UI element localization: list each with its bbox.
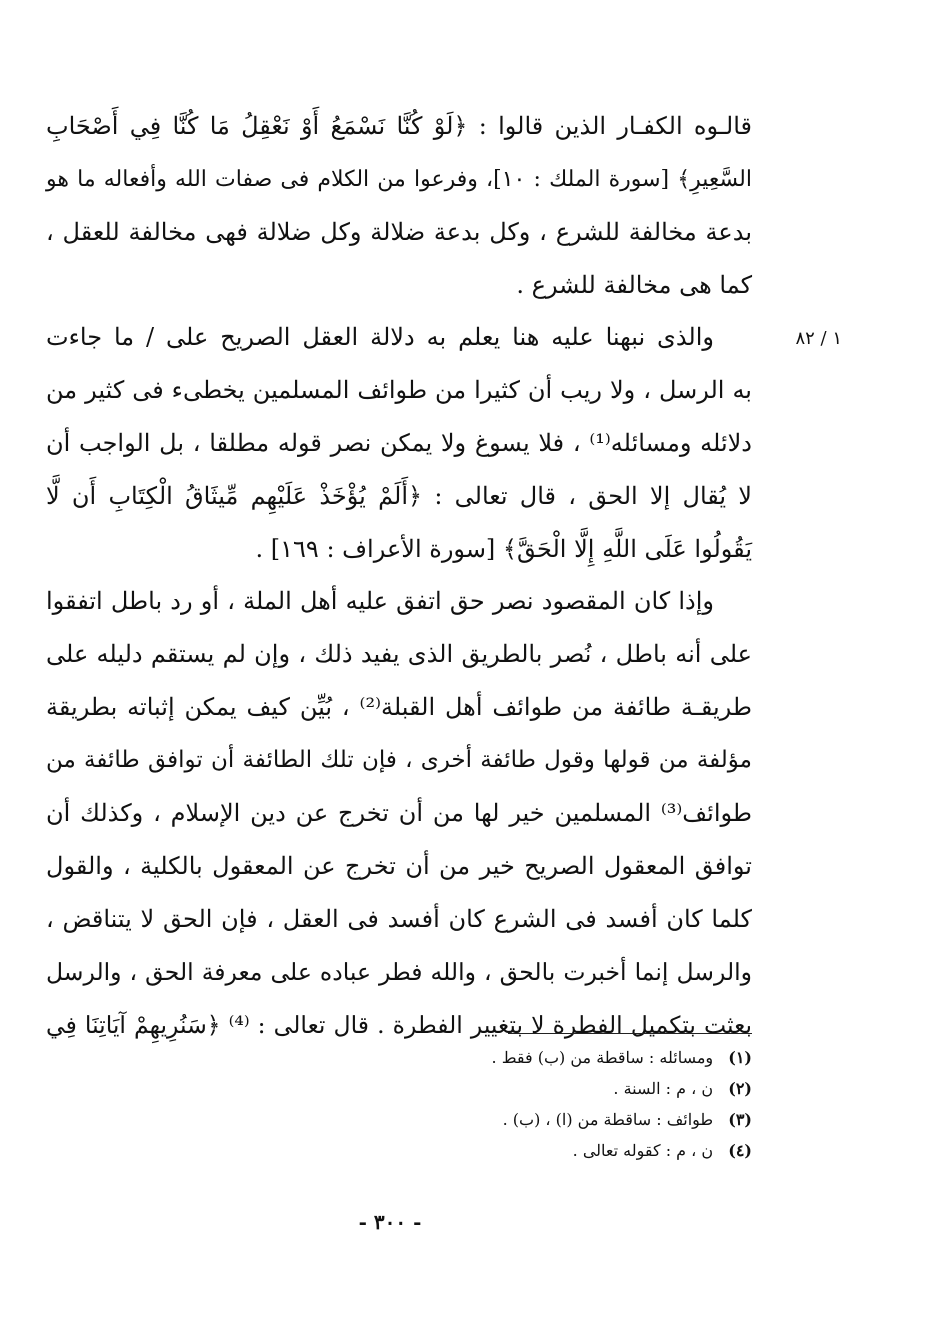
text-line: طوائف⁽³⁾ المسلمين خير لها من أن تخرج عن دين الإسلام ، وكذلك أن [46,799,752,827]
footnote-item [300,1135,752,1166]
footnote-number: (٣) [728,1110,752,1129]
footnote-text: ن ، م : كقوله تعالى . [572,1141,714,1160]
text-line: توافق المعقول الصريح خير من أن تخرج عن المعقول بالكلية ، والقول [46,852,752,880]
text-line: مؤلفة من قولها وقول طائفة أخرى ، فإن تلك الطائفة أن توافق طائفة من [46,747,752,773]
footnote-number: (٤) [728,1141,752,1160]
text-line: والرسل إنما أخبرت بالحق ، والله فطر عباده على معرفة الحق ، والرسل [46,958,752,986]
footnote-item [300,1073,752,1104]
text-line: طريقـة طائفة من طوائف أهل القبلة⁽²⁾ ، بُيِّن كيف يمكن إثباته بطريقة [46,693,752,721]
footnote-item [300,1104,752,1135]
paragraph-3 [46,575,752,1052]
paragraph-2 [46,311,752,576]
footnote-number: (٢) [728,1079,752,1098]
footnote-text: ن ، م : السنة . [613,1079,714,1098]
footnote-text: ومسائله : ساقطة من (ب) فقط . [491,1048,714,1067]
text-line: السَّعِيرِ﴾ [سورة الملك : ١٠]، وفرعوا من الكلام فى صفات الله وأفعاله ما هو [46,167,752,192]
text-line: بدعة مخالفة للشرع ، وكل بدعة ضلالة وكل ضلالة فهى مخالفة للعقل ، [46,218,752,246]
text-line: والذى نبهنا عليه هنا يعلم به دلالة العقل الصريح على / ما جاءت [46,323,714,351]
footnote-text: طوائف : ساقطة من (ا) ، (ب) . [502,1110,714,1129]
page-number: - ٣٠٠ - [358,1210,422,1234]
text-line: دلائله ومسائله⁽¹⁾ ، فلا يسوغ ولا يمكن نصر قوله مطلقا ، بل الواجب أن [46,429,752,457]
footnote-item [300,1042,752,1073]
text-line: على أنه باطل ، نُصر بالطريق الذى يفيد ذلك ، وإن لم يستقم دليله على [46,640,752,668]
text-line: وإذا كان المقصود نصر حق اتفق عليه أهل الملة ، أو رد باطل اتفقوا [46,587,714,615]
text-line: لا يُقال إلا الحق ، قال تعالى : ﴿أَلَمْ يُؤْخَذْ عَلَيْهِم مِّيثَاقُ الْكِتَابِ أَن لَّا [46,482,752,510]
margin-reference: ١ / ٨٢ [795,328,842,349]
text-line: بعثت بتكميل الفطرة لا بتغيير الفطرة . قال تعالى : ⁽⁴⁾ ﴿سَنُرِيهِمْ آيَاتِنَا فِي [46,1011,752,1039]
paragraph-1 [46,100,752,312]
footnote-number: (١) [728,1048,752,1067]
text-line: يَقُولُوا عَلَى اللَّهِ إِلَّا الْحَقَّ﴾ [سورة الأعراف : ١٦٩] . [255,535,752,563]
text-line: قالـوه الكفـار الذين قالوا : ﴿لَوْ كُنَّا نَسْمَعُ أَوْ نَعْقِلُ مَا كُنَّا فِي أَصْحَابِ [46,112,752,140]
footnote-divider [508,1033,752,1034]
footnotes [300,1042,752,1166]
text-line: كما هى مخالفة للشرع . [516,271,752,299]
text-line: كلما كان أفسد فى الشرع كان أفسد فى العقل ، فإن الحق لا يتناقض ، [46,905,752,933]
text-line: به الرسل ، ولا ريب أن كثيرا من طوائف المسلمين يخطىء فى كثير من [46,376,752,404]
